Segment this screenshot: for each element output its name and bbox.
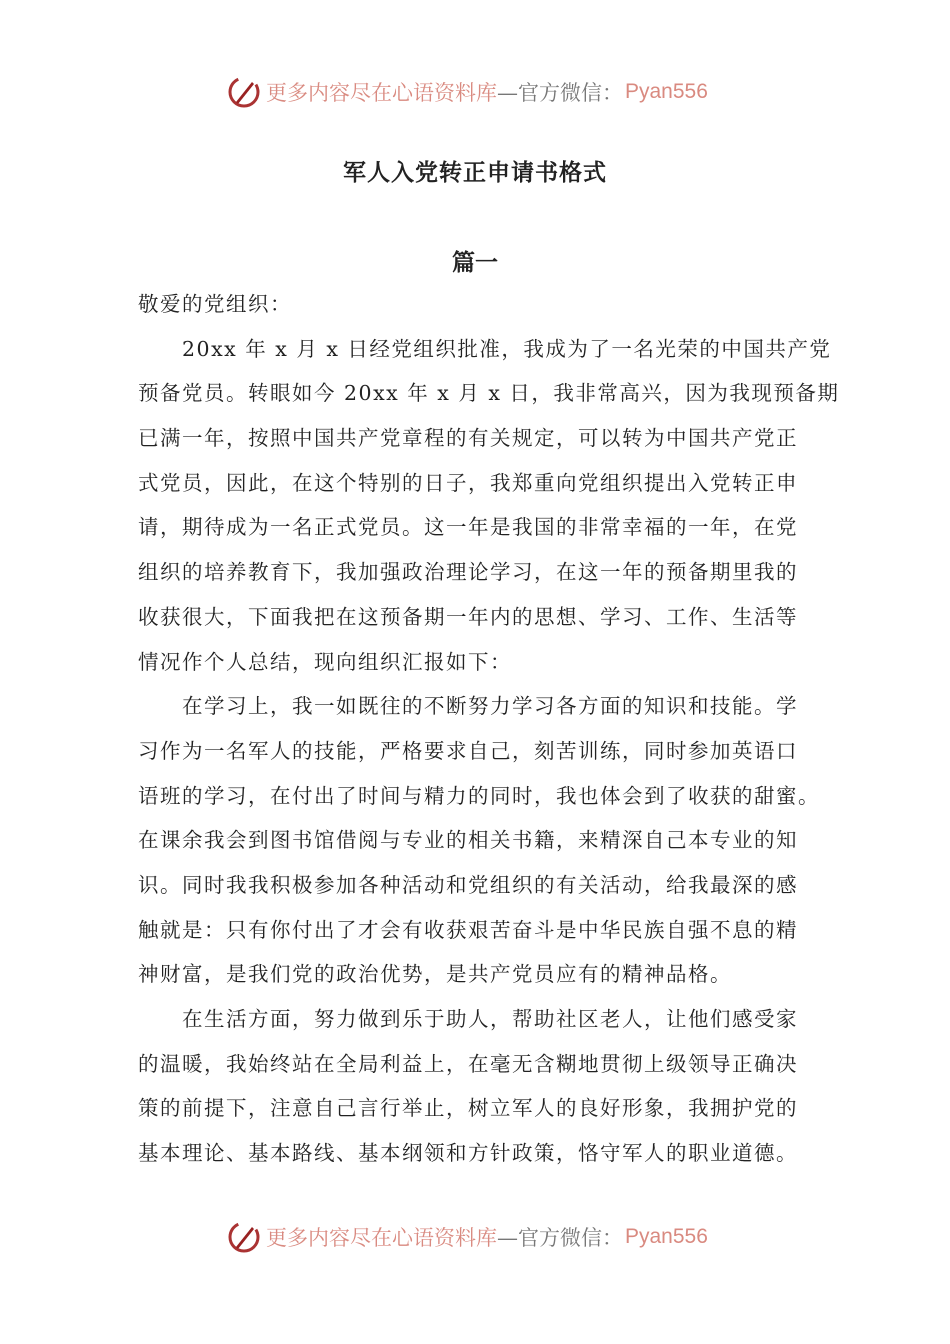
document-body bbox=[138, 282, 840, 1176]
salutation: 敬爱的党组织： bbox=[138, 292, 292, 316]
text-line: 组织的培养教育下，我加强政治理论学习，在这一年的预备期里我的 bbox=[138, 560, 798, 585]
text-line: 请，期待成为一名正式党员。这一年是我国的非常幸福的一年，在党 bbox=[138, 515, 798, 540]
text-line: 的温暖，我始终站在全局利益上，在毫无含糊地贯彻上级领导正确决 bbox=[138, 1051, 798, 1076]
text-line: 策的前提下，注意自己言行举止，树立军人的良好形象，我拥护党的 bbox=[138, 1096, 798, 1121]
watermark-text: 更多内容尽在心语资料库 bbox=[266, 1226, 497, 1250]
text-line: 收获很大，下面我把在这预备期一年内的思想、学习、工作、生活等 bbox=[138, 604, 798, 629]
text-line: 20xx 年 x 月 x 日经党组织批准，我成为了一名光荣的中国共产党 bbox=[182, 336, 832, 361]
watermark-wechat-id: Pyan556 bbox=[625, 1225, 708, 1248]
text-line: 预备党员。转眼如今 20xx 年 x 月 x 日，我非常高兴，因为我现预备期 bbox=[138, 381, 840, 406]
text-line: 情况作个人总结，现向组织汇报如下： bbox=[138, 649, 512, 674]
text-line: 基本理论、基本路线、基本纲领和方针政策，恪守军人的职业道德。 bbox=[138, 1141, 798, 1166]
pen-logo-icon bbox=[226, 1219, 262, 1255]
pen-logo-icon bbox=[226, 74, 262, 110]
watermark-text: 更多内容尽在心语资料库 bbox=[266, 81, 497, 105]
footer-watermark bbox=[226, 1217, 726, 1257]
text-line: 识。同时我我积极参加各种活动和党组织的有关活动，给我最深的感 bbox=[138, 872, 798, 897]
watermark-wechat-label: —官方微信： bbox=[497, 1226, 623, 1250]
header-watermark bbox=[226, 72, 726, 112]
watermark-wechat-label: —官方微信： bbox=[497, 81, 623, 105]
text-line: 在课余我会到图书馆借阅与专业的相关书籍，来精深自己本专业的知 bbox=[138, 828, 798, 853]
document-title: 军人入党转正申请书格式 bbox=[343, 159, 607, 186]
text-line: 触就是：只有你付出了才会有收获艰苦奋斗是中华民族自强不息的精 bbox=[138, 917, 798, 942]
section-heading: 篇一 bbox=[452, 249, 498, 276]
text-line: 语班的学习，在付出了时间与精力的同时，我也体会到了收获的甜蜜。 bbox=[138, 783, 820, 808]
text-line: 在学习上，我一如既往的不断努力学习各方面的知识和技能。学 bbox=[182, 694, 798, 719]
text-line: 在生活方面，努力做到乐于助人，帮助社区老人，让他们感受家 bbox=[182, 1007, 798, 1031]
text-line: 神财富，是我们党的政治优势，是共产党员应有的精神品格。 bbox=[138, 962, 732, 987]
watermark-wechat-id: Pyan556 bbox=[625, 80, 708, 103]
text-line: 式党员，因此，在这个特别的日子，我郑重向党组织提出入党转正申 bbox=[138, 470, 798, 495]
text-line: 已满一年，按照中国共产党章程的有关规定，可以转为中国共产党正 bbox=[138, 426, 798, 451]
text-line: 习作为一名军人的技能，严格要求自己，刻苦训练，同时参加英语口 bbox=[138, 738, 798, 763]
